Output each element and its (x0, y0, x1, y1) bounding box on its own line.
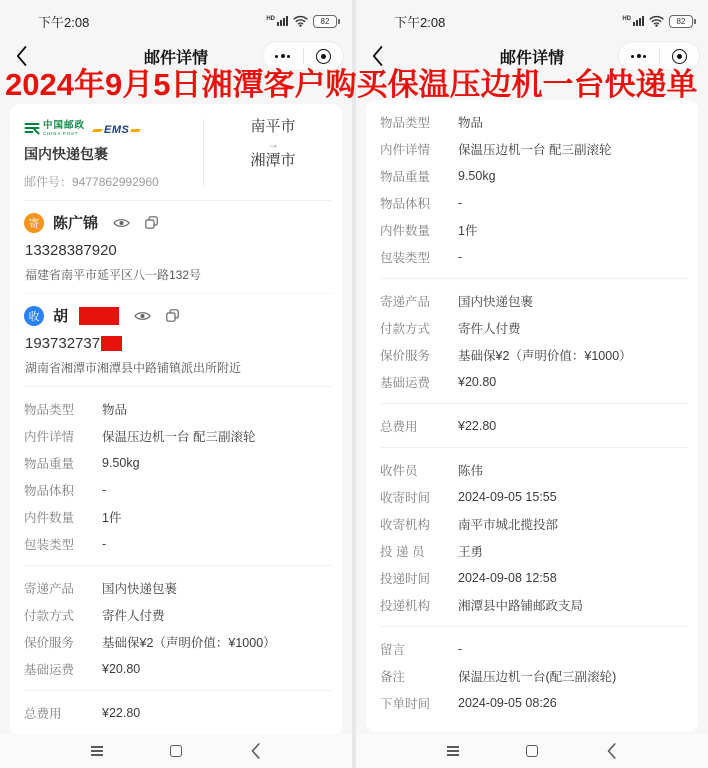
item-detail-section (10, 387, 342, 565)
battery-icon: 82 (669, 15, 696, 28)
field-label: 付款方式 (380, 321, 431, 336)
field-label: 物品体积 (24, 483, 75, 498)
receiver-block (10, 294, 342, 386)
eye-icon[interactable] (134, 310, 151, 322)
nav-back-icon[interactable] (600, 740, 622, 762)
detail-row (10, 628, 342, 655)
fee-section (366, 279, 698, 403)
receiver-badge: 收 (24, 306, 44, 326)
field-label: 物品类型 (24, 402, 75, 417)
status-bar (0, 0, 352, 36)
detail-row (10, 395, 342, 422)
status-bar (356, 0, 708, 36)
field-label: 基础运费 (24, 662, 75, 677)
field-label: 内件详情 (24, 429, 75, 444)
product-name: 国内快递包裹 (24, 146, 108, 162)
field-label: 包装类型 (380, 250, 431, 265)
field-value: 2024-09-08 12:58 (458, 570, 557, 585)
field-value: 保温压边机一台 配三副滚轮 (102, 429, 256, 444)
sender-block (10, 201, 342, 293)
field-label: 物品类型 (380, 115, 431, 130)
total-section (10, 691, 342, 734)
nav-back-icon[interactable] (244, 740, 266, 762)
field-value: 1件 (102, 510, 122, 525)
detail-row (366, 564, 698, 591)
screenshot-right (356, 0, 708, 768)
field-label: 包装类型 (24, 537, 75, 552)
field-label: 总费用 (24, 706, 62, 721)
detail-row (366, 662, 698, 689)
detail-row (366, 243, 698, 270)
detail-row (10, 476, 342, 503)
detail-row (366, 635, 698, 662)
field-value: 9.50kg (102, 455, 140, 470)
page-title: 邮件详情 (499, 49, 564, 67)
signal-icon: HD (622, 16, 644, 26)
field-value: 物品 (458, 115, 484, 130)
phone-redaction-block (101, 336, 122, 351)
sender-address: 福建省南平市延平区八一路132号 (25, 268, 202, 282)
detail-row (366, 314, 698, 341)
field-value: 寄件人付费 (458, 321, 521, 336)
field-label: 内件数量 (380, 223, 431, 238)
field-value: 9.50kg (458, 168, 496, 183)
name-redaction-block (79, 307, 119, 325)
detail-row (366, 135, 698, 162)
field-value: 基础保¥2（声明价值：¥1000） (458, 348, 632, 363)
field-label: 物品体积 (380, 196, 431, 211)
field-value: - (102, 536, 107, 551)
copy-icon[interactable] (166, 309, 179, 322)
field-value: - (458, 641, 463, 656)
home-icon[interactable] (165, 740, 187, 762)
detail-row (10, 530, 342, 557)
field-value: 物品 (102, 402, 128, 417)
field-label: 投 递 员 (380, 544, 425, 559)
page-title: 邮件详情 (143, 49, 208, 67)
detail-row (10, 655, 342, 682)
route-arrow-icon: → (267, 137, 279, 151)
order-section (366, 627, 698, 724)
field-label: 物品重量 (380, 169, 431, 184)
recents-icon[interactable] (442, 740, 464, 762)
field-label: 下单时间 (380, 696, 431, 711)
field-value: ¥22.80 (458, 418, 497, 433)
detail-row (366, 456, 698, 483)
field-label: 保价服务 (24, 635, 75, 650)
field-label: 总费用 (380, 419, 418, 434)
field-value: ¥22.80 (102, 705, 141, 720)
field-label: 寄递产品 (380, 294, 431, 309)
eye-icon[interactable] (113, 217, 130, 229)
receiver-name: 胡 (53, 308, 69, 325)
detail-row (10, 574, 342, 601)
detail-row (366, 108, 698, 135)
detail-row (366, 162, 698, 189)
china-post-logo-icon: 中国邮政 CHINA POST (24, 121, 85, 137)
parcel-header (10, 104, 342, 200)
field-label: 备注 (380, 669, 406, 684)
wifi-icon (293, 15, 308, 27)
service-section (366, 448, 698, 626)
field-label: 留言 (380, 642, 406, 657)
field-label: 保价服务 (380, 348, 431, 363)
origin-city: 南平市 (250, 118, 296, 135)
detail-row (366, 368, 698, 395)
sender-name: 陈广锦 (53, 215, 99, 232)
detail-row (366, 483, 698, 510)
sender-badge: 寄 (24, 213, 44, 233)
total-row (366, 412, 698, 439)
recents-icon[interactable] (86, 740, 108, 762)
fee-section (10, 566, 342, 690)
field-value: ¥20.80 (102, 661, 141, 676)
field-label: 收寄时间 (380, 490, 431, 505)
receiver-address: 湖南省湘潭市湘潭县中路铺镇派出所附近 (25, 361, 242, 375)
field-label: 内件数量 (24, 510, 75, 525)
battery-icon: 82 (313, 15, 340, 28)
field-value: 陈伟 (458, 463, 484, 478)
field-value: 南平市城北揽投部 (458, 517, 559, 532)
item-detail-section (366, 100, 698, 278)
screenshot-left (0, 0, 352, 768)
field-value: 国内快递包裹 (102, 581, 178, 596)
field-value: 保温压边机一台 配三副滚轮 (458, 142, 612, 157)
total-section (366, 404, 698, 447)
field-label: 寄递产品 (24, 581, 75, 596)
mail-number: 邮件号：9477862992960 (24, 175, 159, 189)
field-value: 保温压边机一台(配三副滚轮) (458, 669, 617, 684)
home-icon[interactable] (521, 740, 543, 762)
field-value: - (102, 482, 107, 497)
wifi-icon (649, 15, 664, 27)
field-value: 国内快递包裹 (458, 294, 534, 309)
signal-icon: HD (266, 16, 288, 26)
field-value: 2024-09-05 08:26 (458, 695, 557, 710)
clock: 下午2:08 (38, 14, 90, 30)
field-label: 收件员 (380, 463, 418, 478)
copy-icon[interactable] (145, 216, 158, 229)
detail-row (366, 189, 698, 216)
field-value: 寄件人付费 (102, 608, 165, 623)
detail-row (366, 510, 698, 537)
mail-detail-card (366, 100, 698, 732)
field-value: 2024-09-05 15:55 (458, 489, 557, 504)
mail-detail-card (10, 104, 342, 735)
detail-row (10, 503, 342, 530)
destination-city: 湘潭市 (250, 152, 296, 169)
field-label: 内件详情 (380, 142, 431, 157)
detail-row (366, 689, 698, 716)
field-label: 基础运费 (380, 375, 431, 390)
annotation-title: 2024年9月5日湘潭客户购买保温压边机一台快递单 (5, 67, 698, 102)
route (204, 116, 342, 190)
detail-row (366, 537, 698, 564)
field-label: 投递时间 (380, 571, 431, 586)
field-value: 湘潭县中路铺邮政支局 (458, 598, 584, 613)
detail-row (366, 341, 698, 368)
field-label: 投递机构 (380, 598, 431, 613)
detail-row (366, 591, 698, 618)
field-label: 收寄机构 (380, 517, 431, 532)
android-nav-bar (0, 734, 352, 768)
sender-phone: 13328387920 (25, 242, 117, 259)
clock: 下午2:08 (394, 14, 446, 30)
field-label: 付款方式 (24, 608, 75, 623)
detail-row (10, 449, 342, 476)
field-value: 王勇 (458, 544, 484, 559)
detail-row (366, 216, 698, 243)
detail-row (10, 601, 342, 628)
total-row (10, 699, 342, 726)
receiver-phone: 193732737 (25, 335, 101, 352)
detail-row (366, 287, 698, 314)
field-value: - (458, 195, 463, 210)
field-value: - (458, 249, 463, 264)
android-nav-bar (356, 734, 708, 768)
field-value: 1件 (458, 223, 478, 238)
field-label: 物品重量 (24, 456, 75, 471)
detail-row (10, 422, 342, 449)
field-value: ¥20.80 (458, 374, 497, 389)
ems-logo-icon: EMS (93, 124, 140, 136)
field-value: 基础保¥2（声明价值：¥1000） (102, 635, 276, 650)
